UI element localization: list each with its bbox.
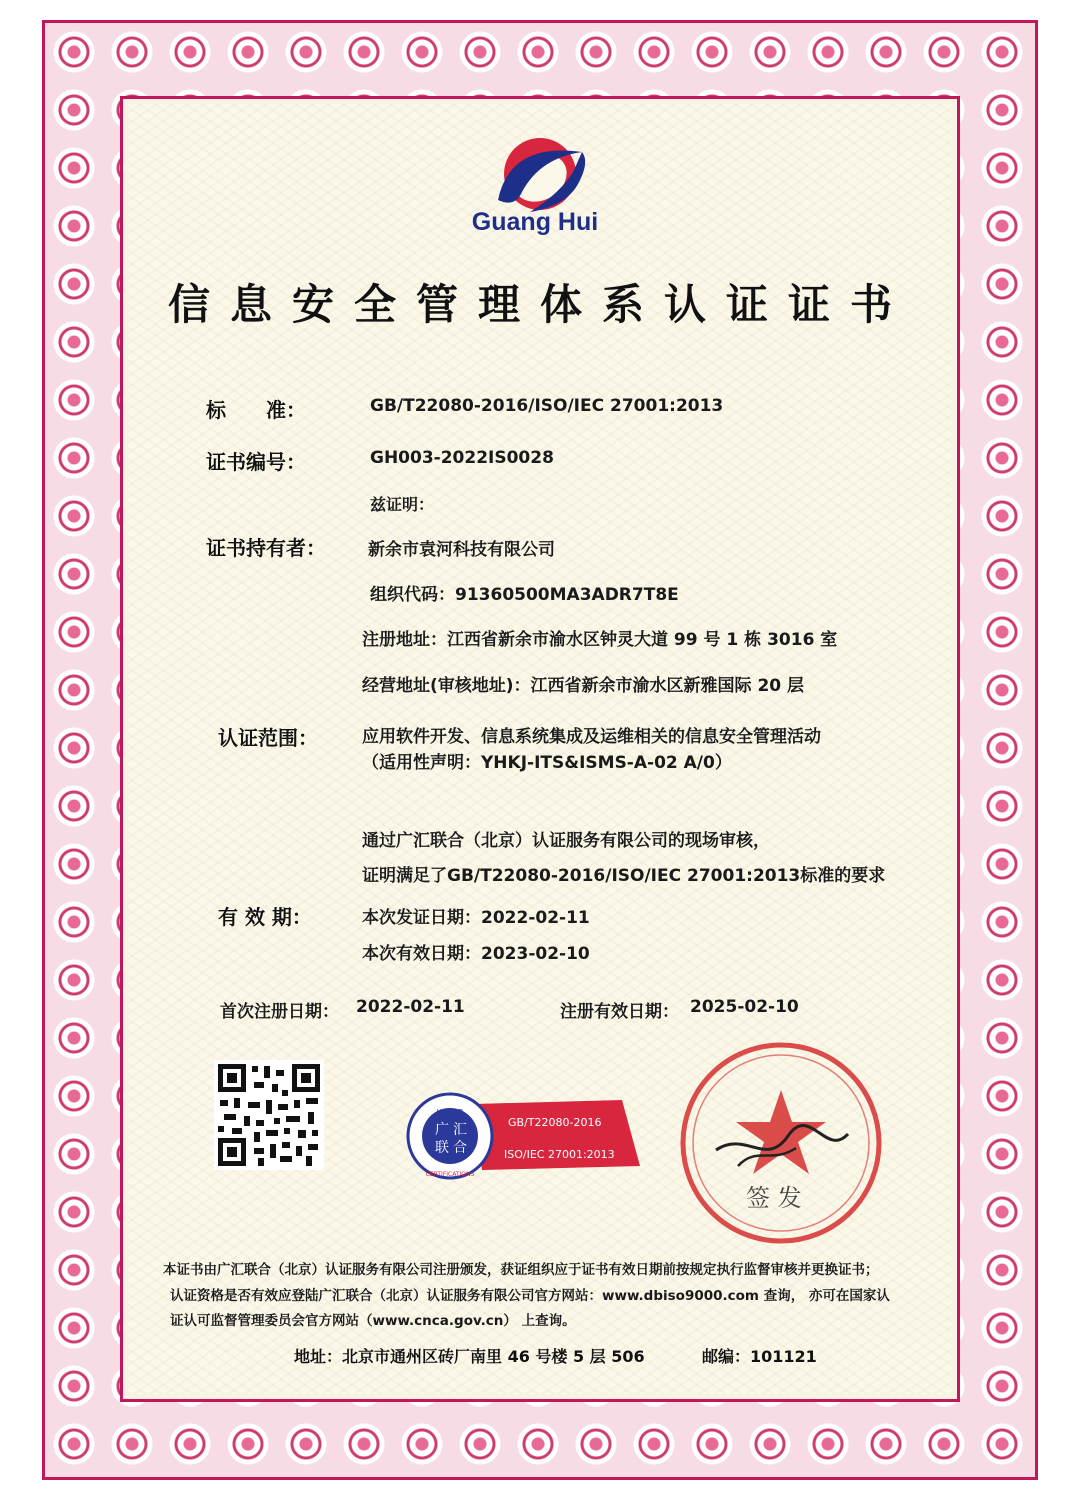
issue-date: 本次发证日期：2022-02-11 [362, 908, 590, 928]
issuer-postcode: 邮编：101121 [702, 1347, 817, 1366]
holder-label: 证书持有者： [206, 536, 326, 560]
holder-name: 新余市袁河科技有限公司 [368, 540, 555, 560]
certification-mark [404, 1090, 644, 1182]
statement-line-1: 通过广汇联合（北京）认证服务有限公司的现场审核， [362, 831, 770, 851]
scope-line-2: （适用性声明：YHKJ-ITS&ISMS-A-02 A/0） [362, 753, 732, 773]
mark-char-1: 广 [435, 1122, 449, 1138]
operating-address: 经营地址(审核地址)：江西省新余市渝水区新雅国际 20 层 [362, 676, 805, 696]
registration-valid-value: 2025-02-10 [690, 997, 799, 1017]
mark-standard-1: GB/T22080-2016 [508, 1116, 602, 1129]
issue-label: 签 发 [746, 1184, 802, 1212]
footer-line-3: 证认可监督管理委员会官方网站（www.cnca.gov.cn） 上查询。 [170, 1313, 576, 1329]
mark-standard-2: ISO/IEC 27001:2013 [504, 1148, 615, 1161]
certificate-title: 信息安全管理体系认证证书 [167, 280, 912, 329]
mark-arc-right: CERTIFICATIONS [425, 1171, 475, 1178]
issuer-address: 地址：北京市通州区砖厂南里 46 号楼 5 层 506 [294, 1347, 645, 1366]
mark-char-4: 合 [453, 1140, 467, 1156]
footer-line-2: 认证资格是否有效应登陆广汇联合（北京）认证服务有限公司官方网站：www.dbiso9000.com 查询， 亦可在国家认 [170, 1288, 890, 1304]
footer-line-1: 本证书由广汇联合（北京）认证服务有限公司注册颁发，获证组织应于证书有效日期前按规定执行监督审核并更换证书； [163, 1262, 879, 1278]
cert-number-label: 证书编号： [206, 450, 306, 474]
registration-valid-label: 注册有效日期： [560, 1002, 679, 1022]
statement-line-2: 证明满足了GB/T22080-2016/ISO/IEC 27001:2013标准的要求 [362, 866, 886, 886]
scope-line-1: 应用软件开发、信息系统集成及运维相关的信息安全管理活动 [362, 727, 821, 747]
expiry-date: 本次有效日期：2023-02-10 [362, 944, 590, 964]
qr-code-icon [214, 1060, 324, 1170]
mark-char-3: 联 [435, 1140, 449, 1156]
official-seal-icon [676, 1038, 886, 1248]
brand-name: Guang Hui [471, 208, 599, 236]
mark-char-2: 汇 [453, 1122, 467, 1138]
scope-label: 认证范围： [218, 726, 318, 750]
standard-label: 标 准： [206, 398, 306, 422]
cert-number-value: GH003-2022IS0028 [370, 448, 554, 468]
first-registration-label: 首次注册日期： [220, 1002, 339, 1022]
org-code: 组织代码：91360500MA3ADR7T8E [370, 585, 679, 605]
registered-address: 注册地址：江西省新余市渝水区钟灵大道 99 号 1 栋 3016 室 [362, 630, 838, 650]
hereby-text: 兹证明： [370, 495, 435, 514]
first-registration-value: 2022-02-11 [356, 997, 465, 1017]
standard-value: GB/T22080-2016/ISO/IEC 27001:2013 [370, 396, 724, 416]
validity-label: 有 效 期： [218, 905, 312, 929]
mark-arc-left: UNITED [436, 1108, 464, 1116]
